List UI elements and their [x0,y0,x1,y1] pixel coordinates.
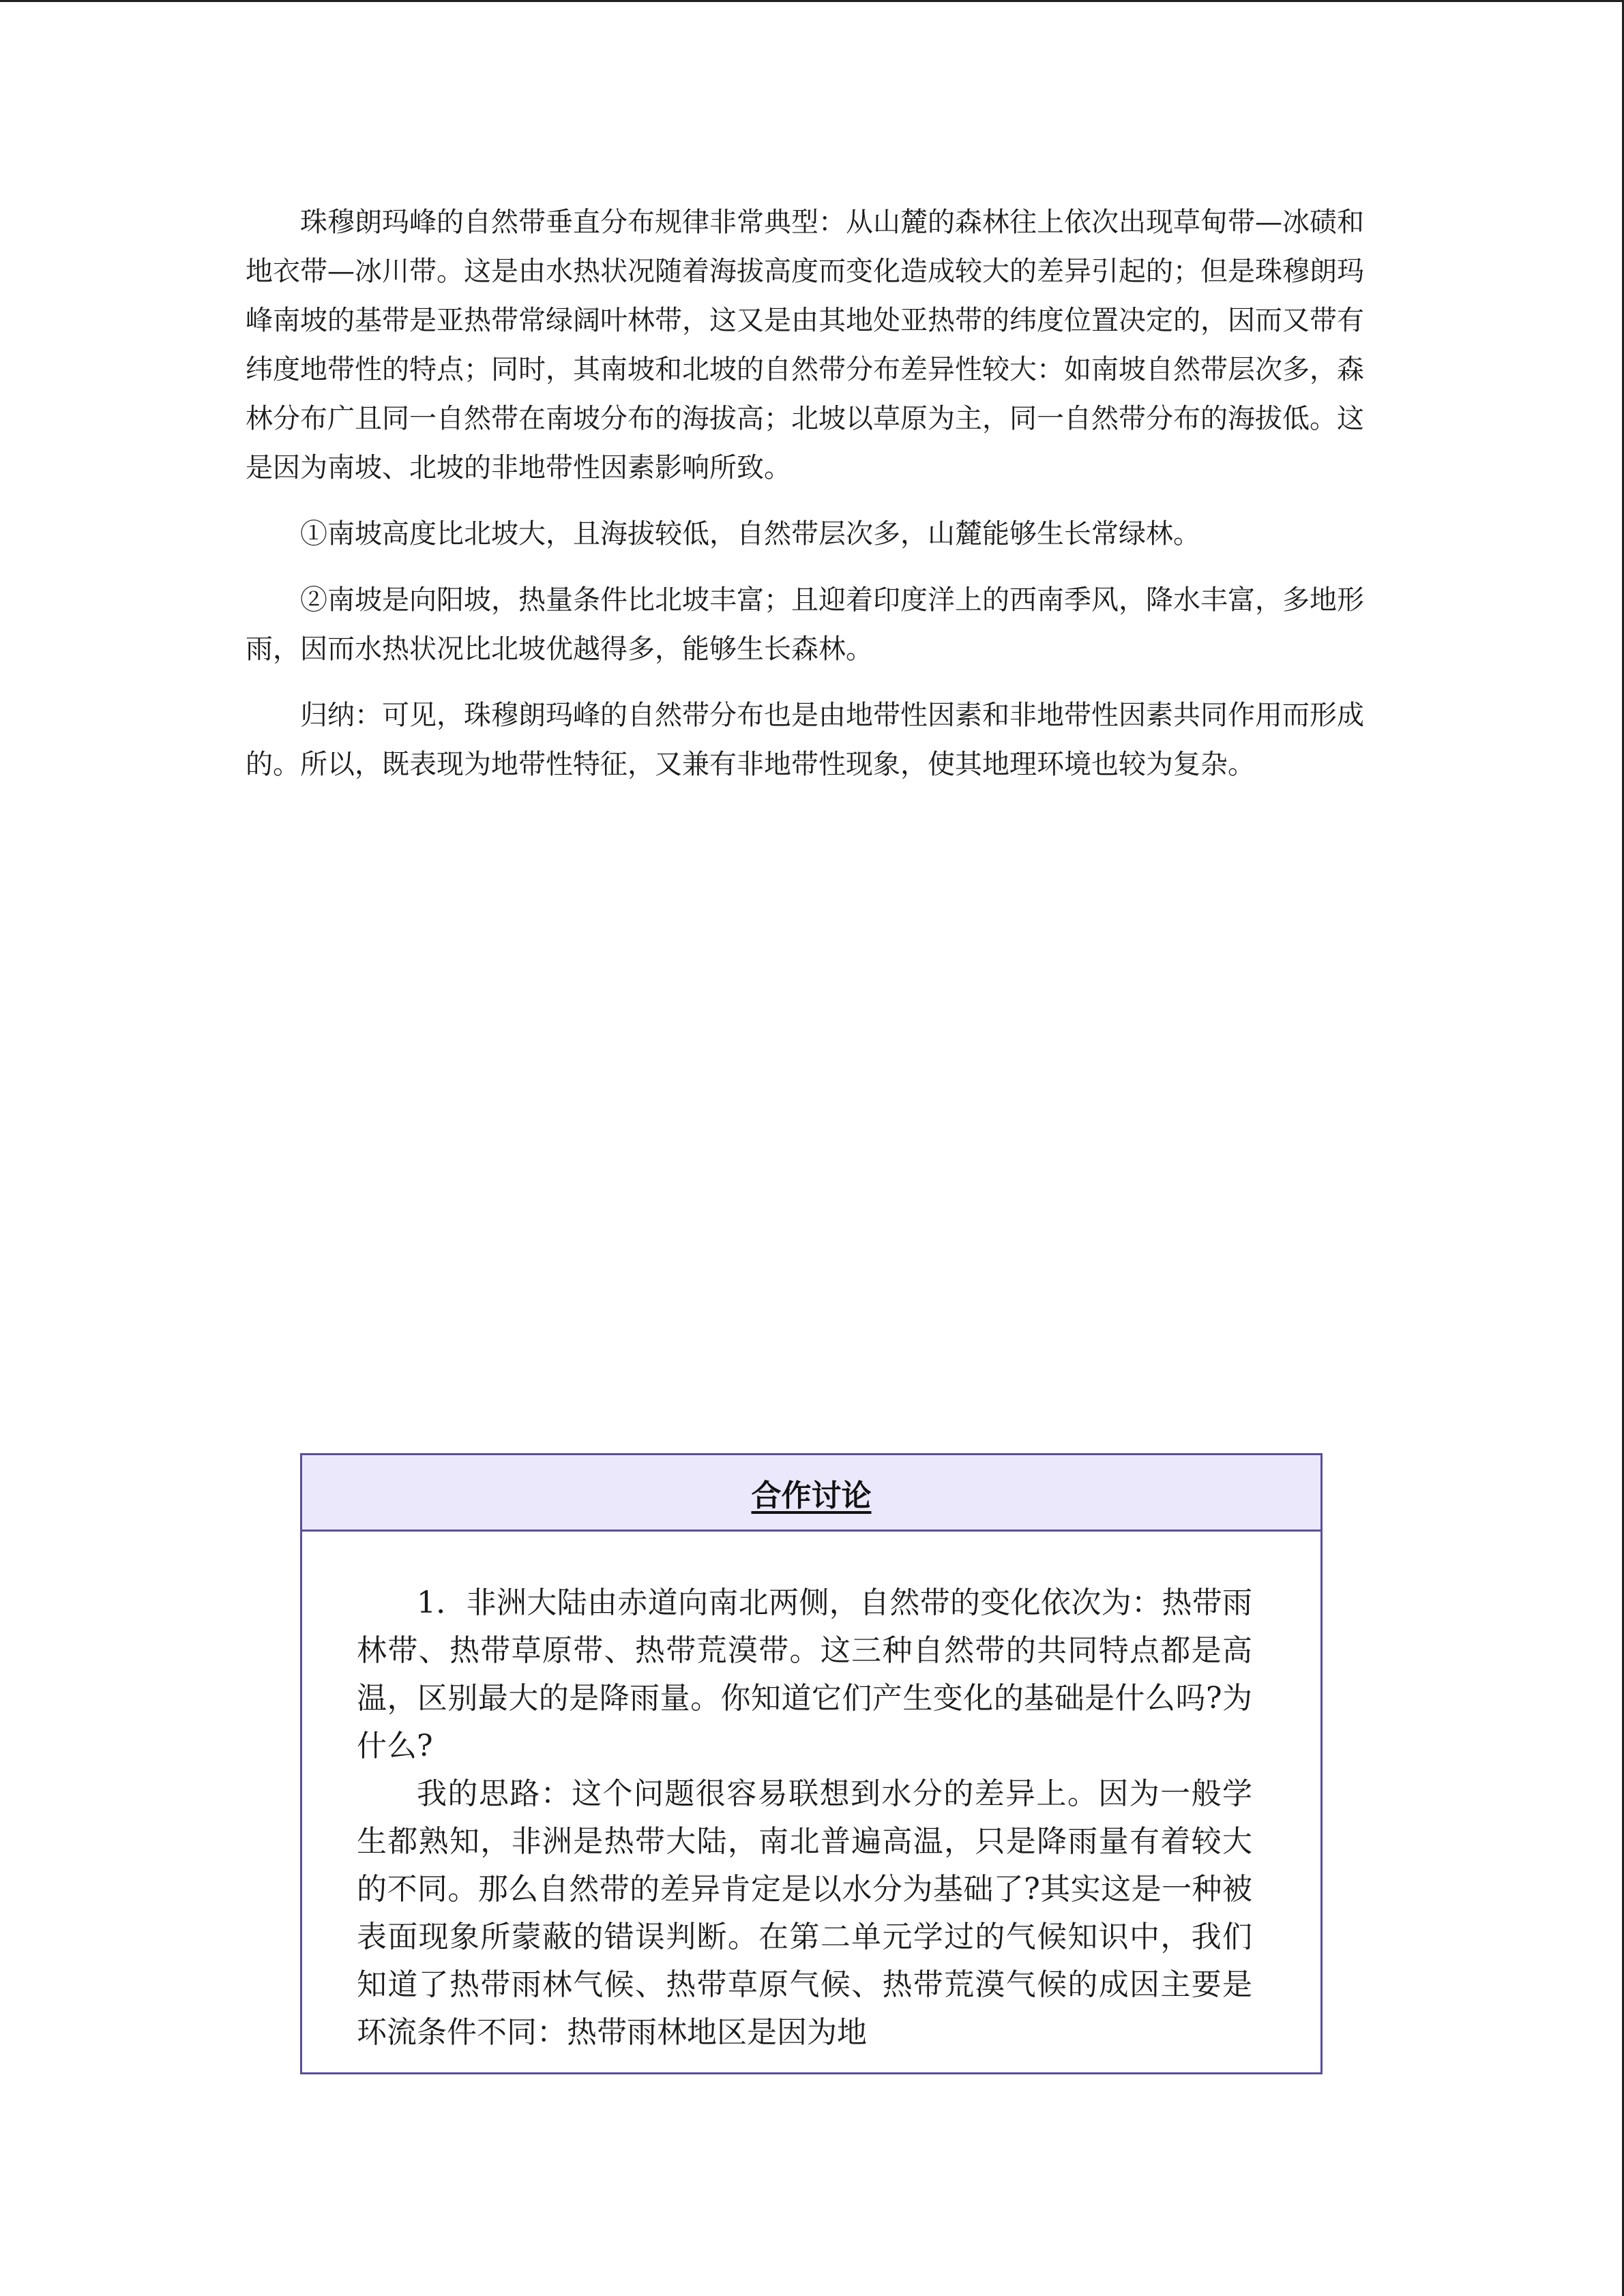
discussion-question: 1．非洲大陆由赤道向南北两侧，自然带的变化依次为：热带雨林带、热带草原带、热带荒漠带。这三种自然带的共同特点都是高温，区别最大的是降雨量。你知道它们产生变化的基础是什么吗?为什么? [357,1585,1252,1763]
discussion-body [302,1532,1320,2057]
page-border-top [0,0,1624,2]
discussion-answer: 我的思路：这个问题很容易联想到水分的差异上。因为一般学生都熟知，非洲是热带大陆，南北普遍高温，只是降雨量有着较大的不同。那么自然带的差异肯定是以水分为基础了?其实这是一种被表面现象所蒙蔽的错误判断。在第二单元学过的气候知识中，我们知道了热带雨林气候、热带草原气候、热带荒漠气候的成因主要是环流条件不同：热带雨林地区是因为地 [357,1776,1252,2050]
main-text [246,198,1364,806]
discussion-header [302,1455,1320,1532]
paragraph-point-1: ①南坡高度比北坡大，且海拔较低，自然带层次多，山麓能够生长常绿林。 [300,518,1200,550]
paragraph-summary: 归纳：可见，珠穆朗玛峰的自然带分布也是由地带性因素和非地带性因素共同作用而形成的。所以，既表现为地带性特征，又兼有非地带性现象，使其地理环境也较为复杂。 [246,700,1364,780]
discussion-box [300,1453,1323,2074]
paragraph-point-2: ②南坡是向阳坡，热量条件比北坡丰富；且迎着印度洋上的西南季风，降水丰富，多地形雨，因而水热状况比北坡优越得多，能够生长森林。 [246,584,1364,665]
paragraph-vertical-zonation: 珠穆朗玛峰的自然带垂直分布规律非常典型：从山麓的森林往上依次出现草甸带—冰碛和地衣带—冰川带。这是由水热状况随着海拔高度而变化造成较大的差异引起的；但是珠穆朗玛峰南坡的基带是亚热带常绿阔叶林带，这又是由其地处亚热带的纬度位置决定的，因而又带有纬度地带性的特点；同时，其南坡和北坡的自然带分布差异性较大：如南坡自然带层次多，森林分布广且同一自然带在南坡分布的海拔高；北坡以草原为主，同一自然带分布的海拔低。这是因为南坡、北坡的非地带性因素影响所致。 [246,207,1364,483]
discussion-title: 合作讨论 [751,1478,872,1513]
